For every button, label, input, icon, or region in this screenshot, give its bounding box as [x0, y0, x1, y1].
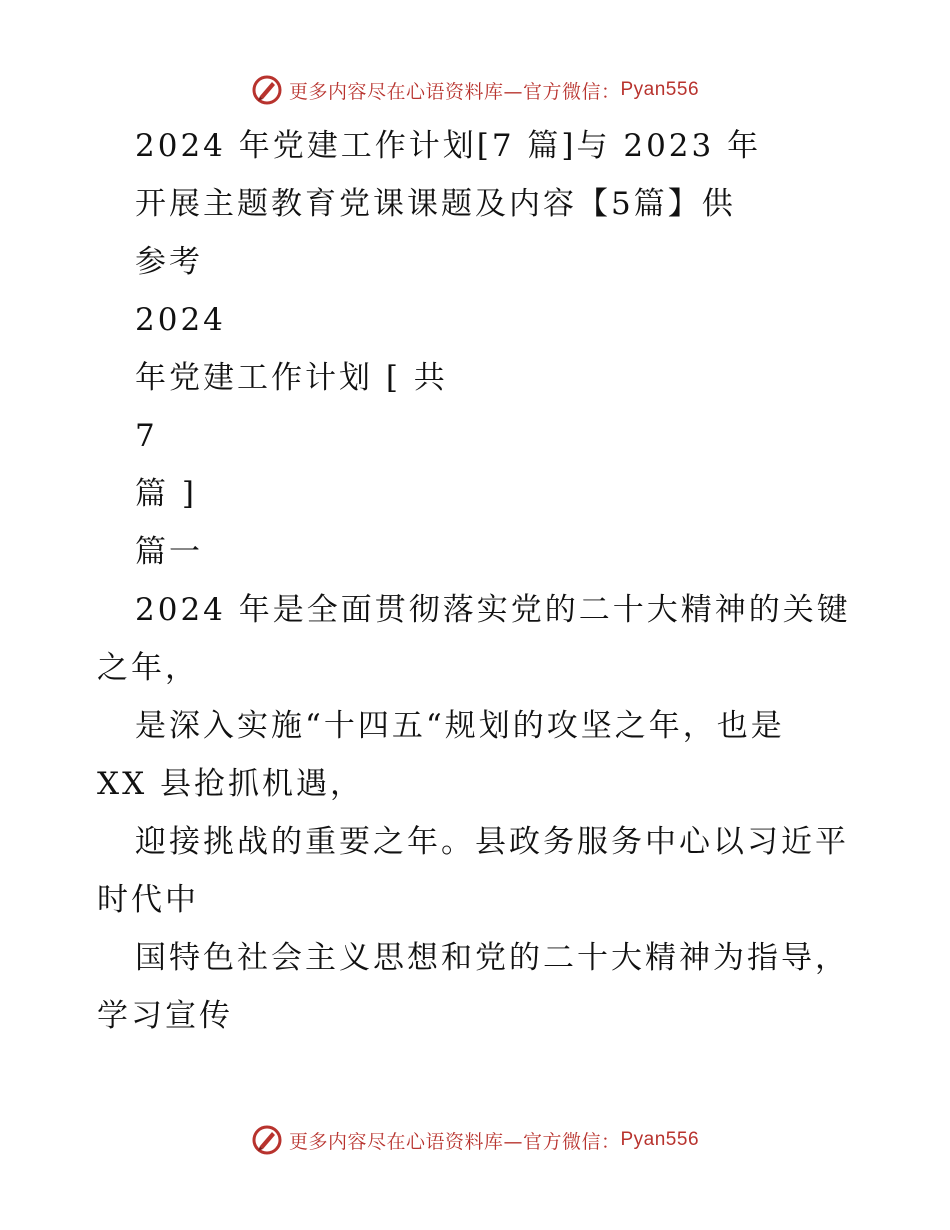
- header-watermark: [0, 70, 950, 110]
- watermark-contact: Pyan556: [620, 1129, 700, 1150]
- doc-line: 篇 ]: [135, 476, 197, 512]
- doc-line: 是深入实施“十四五“规划的攻坚之年，也是: [135, 708, 785, 744]
- doc-line: 2024 年是全面贯彻落实党的二十大精神的关键: [135, 592, 851, 628]
- doc-line: XX 县抢抓机遇，: [97, 766, 364, 802]
- pen-seal-logo-icon: [251, 74, 283, 106]
- doc-line: 篇一: [135, 534, 203, 570]
- doc-line: 学习宣传: [97, 998, 233, 1034]
- doc-line: 2024 年党建工作计划[7 篇]与 2023 年: [135, 128, 762, 164]
- doc-line: 时代中: [97, 882, 199, 918]
- doc-line: 迎接挑战的重要之年。县政务服务中心以习近平: [135, 824, 849, 860]
- watermark-contact: Pyan556: [620, 79, 700, 100]
- doc-line: 国特色社会主义思想和党的二十大精神为指导，: [135, 940, 849, 976]
- document-body: [97, 117, 857, 1045]
- doc-line: 参考: [135, 244, 203, 280]
- watermark-text: 更多内容尽在心语资料库—官方微信：: [288, 1130, 621, 1153]
- doc-line: 年党建工作计划 [ 共: [135, 360, 448, 396]
- doc-line: 2024: [135, 302, 226, 338]
- doc-line: 7: [135, 418, 158, 454]
- doc-line: 之年，: [97, 650, 199, 686]
- footer-watermark: [0, 1120, 950, 1160]
- pen-seal-logo-icon: [251, 1124, 283, 1156]
- doc-line: 开展主题教育党课课题及内容【5篇】供: [135, 186, 736, 222]
- watermark-text: 更多内容尽在心语资料库—官方微信：: [288, 80, 621, 103]
